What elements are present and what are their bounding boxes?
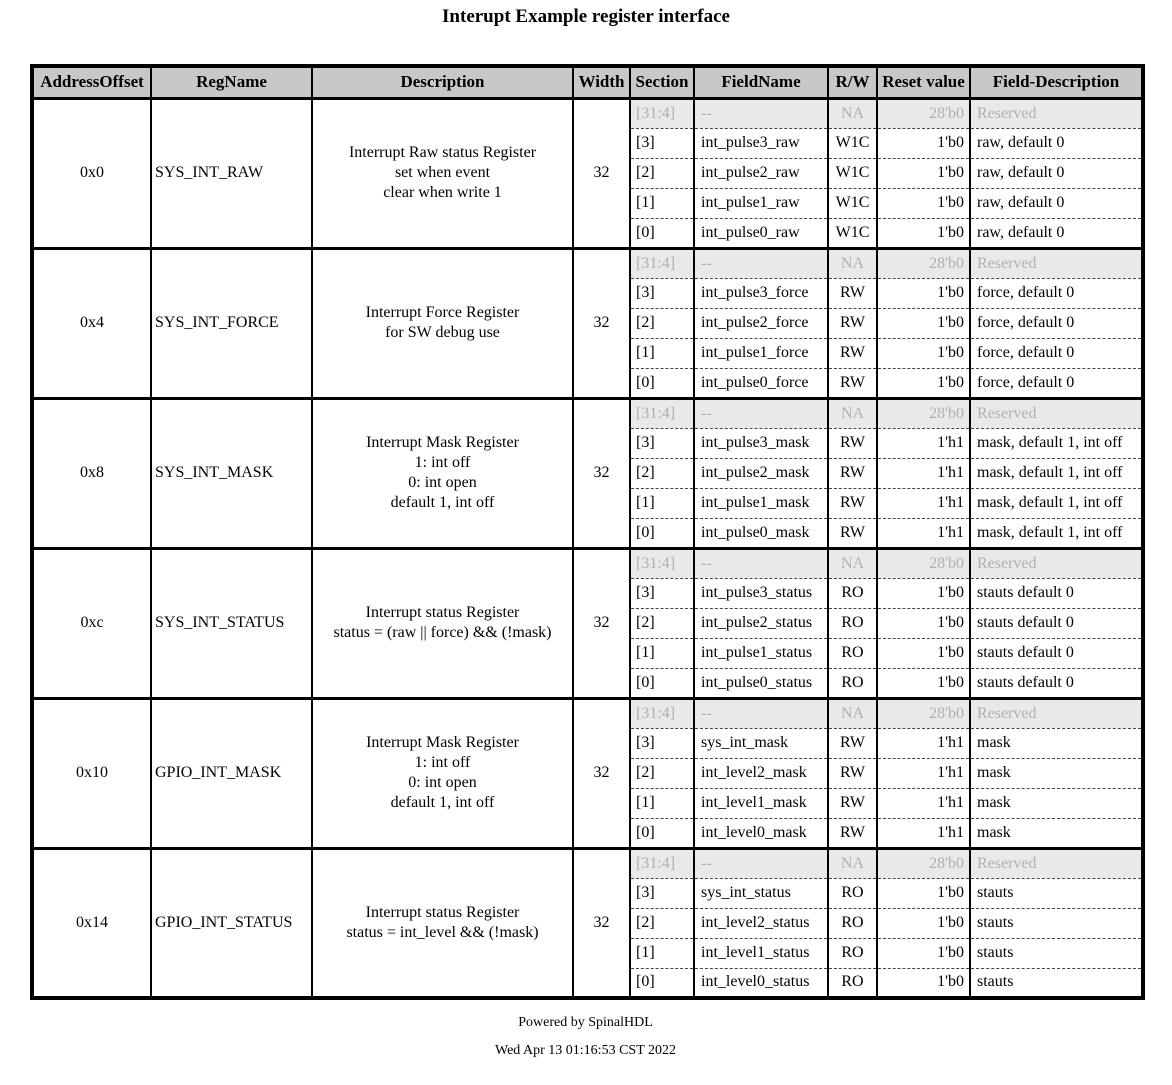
field-section: [31:4] [630,698,694,728]
field-name: int_pulse1_raw [694,188,828,218]
register-description-line: 0: int open [408,474,477,491]
col-header-section: Section [630,66,694,98]
field-reset-value: 1'b0 [877,968,970,998]
field-description: mask [970,788,1143,818]
field-reset-value: 1'b0 [877,218,970,248]
field-reset-value: 1'b0 [877,128,970,158]
field-section: [1] [630,938,694,968]
field-description: Reserved [970,398,1143,428]
register-description-line: status = int_level && (!mask) [346,923,539,941]
field-reset-value: 28'b0 [877,248,970,278]
field-name: int_pulse0_raw [694,218,828,248]
field-reset-value: 1'h1 [877,788,970,818]
field-description: stauts [970,908,1143,938]
field-section: [31:4] [630,848,694,878]
col-header-reset-value: Reset value [877,66,970,98]
register-width: 32 [573,398,630,548]
register-description-line: clear when write 1 [383,184,502,201]
field-description: raw, default 0 [970,218,1143,248]
field-description: raw, default 0 [970,128,1143,158]
field-reset-value: 1'b0 [877,188,970,218]
col-header-field-description: Field-Description [970,66,1143,98]
col-header-reg-name: RegName [151,66,312,98]
field-rw: RW [828,428,877,458]
field-section: [0] [630,968,694,998]
field-name: int_pulse1_status [694,638,828,668]
field-name: int_pulse1_mask [694,488,828,518]
register-description-line: Interrupt Mask Register [366,734,519,751]
field-name: -- [694,848,828,878]
register-description-line: default 1, int off [390,494,495,511]
field-reset-value: 1'h1 [877,428,970,458]
field-rw: NA [828,698,877,728]
field-reset-value: 1'b0 [877,638,970,668]
register-name: SYS_INT_STATUS [151,548,312,698]
field-description: force, default 0 [970,278,1143,308]
field-description: mask [970,818,1143,848]
field-reset-value: 28'b0 [877,98,970,128]
reserved-field-row [32,848,1143,878]
col-header-rw: R/W [828,66,877,98]
register-address-offset: 0x10 [32,698,151,848]
field-rw: NA [828,98,877,128]
register-description [312,248,573,398]
col-header-width: Width [573,66,630,98]
field-reset-value: 1'b0 [877,668,970,698]
field-rw: RO [828,938,877,968]
field-section: [2] [630,158,694,188]
field-name: int_level0_status [694,968,828,998]
reserved-field-row [32,698,1143,728]
field-rw: RO [828,668,877,698]
field-name: -- [694,98,828,128]
register-width: 32 [573,98,630,248]
field-reset-value: 1'b0 [877,338,970,368]
register-address-offset: 0x4 [32,248,151,398]
reserved-field-row [32,398,1143,428]
field-description: stauts [970,968,1143,998]
field-rw: RW [828,338,877,368]
register-description-line: Interrupt Raw status Register [348,144,537,161]
field-section: [1] [630,488,694,518]
field-name: int_level2_mask [694,758,828,788]
field-reset-value: 1'h1 [877,458,970,488]
register-description-line: status = (raw || force) && (!mask) [333,624,552,641]
field-rw: RO [828,608,877,638]
register-description [312,398,573,548]
field-section: [31:4] [630,398,694,428]
register-description-line: default 1, int off [390,794,495,811]
field-rw: NA [828,248,877,278]
field-section: [31:4] [630,98,694,128]
field-rw: NA [828,848,877,878]
register-description-line: 0: int open [408,774,477,791]
field-name: int_level1_status [694,938,828,968]
col-header-description: Description [312,66,573,98]
field-name: int_pulse0_status [694,668,828,698]
field-name: -- [694,548,828,578]
register-address-offset: 0x14 [32,848,151,998]
field-section: [0] [630,668,694,698]
field-description: Reserved [970,98,1143,128]
field-rw: RO [828,878,877,908]
field-reset-value: 28'b0 [877,548,970,578]
field-description: stauts [970,878,1143,908]
field-section: [0] [630,818,694,848]
field-section: [1] [630,338,694,368]
field-name: int_pulse2_mask [694,458,828,488]
field-name: int_pulse2_status [694,608,828,638]
generated-timestamp: Wed Apr 13 01:16:53 CST 2022 [494,1043,676,1058]
field-name: int_level1_mask [694,788,828,818]
field-section: [3] [630,128,694,158]
register-description-line: 1: int off [414,454,471,471]
field-name: int_pulse3_raw [694,128,828,158]
field-description: raw, default 0 [970,158,1143,188]
field-section: [2] [630,908,694,938]
field-rw: RW [828,308,877,338]
field-rw: W1C [828,188,877,218]
register-name: GPIO_INT_STATUS [151,848,312,998]
field-rw: RW [828,278,877,308]
field-name: int_pulse0_force [694,368,828,398]
field-name: sys_int_status [694,878,828,908]
field-section: [1] [630,188,694,218]
field-reset-value: 1'b0 [877,578,970,608]
field-rw: RO [828,908,877,938]
register-description-line: for SW debug use [385,324,500,341]
field-description: mask, default 1, int off [970,518,1143,548]
register-width: 32 [573,548,630,698]
register-description [312,98,573,248]
field-section: [3] [630,428,694,458]
field-rw: RW [828,818,877,848]
field-rw: NA [828,398,877,428]
field-reset-value: 28'b0 [877,848,970,878]
register-description-line: 1: int off [414,754,471,771]
field-section: [2] [630,758,694,788]
field-section: [0] [630,218,694,248]
field-section: [3] [630,728,694,758]
page-title: Interupt Example register interface [442,6,730,27]
field-description: Reserved [970,248,1143,278]
field-name: int_pulse3_status [694,578,828,608]
field-section: [31:4] [630,248,694,278]
register-description-line: Interrupt status Register [365,903,520,921]
col-header-field-name: FieldName [694,66,828,98]
reserved-field-row [32,98,1143,128]
register-address-offset: 0x8 [32,398,151,548]
field-reset-value: 1'b0 [877,368,970,398]
field-reset-value: 1'b0 [877,278,970,308]
field-rw: RW [828,788,877,818]
field-reset-value: 1'h1 [877,818,970,848]
field-rw: RW [828,458,877,488]
field-rw: W1C [828,128,877,158]
field-section: [1] [630,638,694,668]
field-section: [3] [630,278,694,308]
field-reset-value: 1'b0 [877,158,970,188]
field-section: [31:4] [630,548,694,578]
field-reset-value: 1'b0 [877,608,970,638]
field-reset-value: 1'h1 [877,488,970,518]
field-name: int_pulse2_raw [694,158,828,188]
register-description-line: Interrupt status Register [365,604,520,621]
field-name: -- [694,398,828,428]
field-reset-value: 1'h1 [877,728,970,758]
field-name: int_pulse3_force [694,278,828,308]
register-description [312,548,573,698]
field-rw: RW [828,488,877,518]
field-description: stauts default 0 [970,668,1143,698]
field-reset-value: 1'b0 [877,308,970,338]
field-description: stauts default 0 [970,638,1143,668]
register-description-line: set when event [394,164,491,181]
register-description [312,698,573,848]
field-description: stauts [970,938,1143,968]
field-rw: NA [828,548,877,578]
field-description: Reserved [970,698,1143,728]
field-name: int_pulse0_mask [694,518,828,548]
register-description [312,848,573,998]
field-rw: W1C [828,218,877,248]
col-header-address-offset: AddressOffset [32,66,151,98]
field-name: int_level0_mask [694,818,828,848]
register-name: GPIO_INT_MASK [151,698,312,848]
field-rw: RW [828,368,877,398]
field-section: [3] [630,578,694,608]
field-section: [3] [630,878,694,908]
field-description: Reserved [970,848,1143,878]
field-rw: W1C [828,158,877,188]
field-description: mask [970,758,1143,788]
reserved-field-row [32,548,1143,578]
field-reset-value: 28'b0 [877,698,970,728]
register-address-offset: 0x0 [32,98,151,248]
field-description: force, default 0 [970,308,1143,338]
field-description: mask, default 1, int off [970,428,1143,458]
field-name: int_pulse3_mask [694,428,828,458]
field-name: sys_int_mask [694,728,828,758]
field-section: [0] [630,518,694,548]
register-description-line: Interrupt Force Register [365,304,520,321]
register-width: 32 [573,698,630,848]
register-interface-table [30,64,1145,1000]
field-reset-value: 28'b0 [877,398,970,428]
header-row [32,66,1143,98]
field-reset-value: 1'h1 [877,758,970,788]
field-reset-value: 1'b0 [877,908,970,938]
field-description: force, default 0 [970,368,1143,398]
field-rw: RW [828,728,877,758]
register-width: 32 [573,248,630,398]
powered-by-text: Powered by SpinalHDL [518,1015,653,1030]
field-reset-value: 1'h1 [877,518,970,548]
field-rw: RO [828,968,877,998]
register-address-offset: 0xc [32,548,151,698]
field-rw: RO [828,578,877,608]
field-description: stauts default 0 [970,608,1143,638]
register-name: SYS_INT_MASK [151,398,312,548]
register-name: SYS_INT_RAW [151,98,312,248]
field-reset-value: 1'b0 [877,878,970,908]
field-name: int_pulse2_force [694,308,828,338]
field-section: [2] [630,608,694,638]
field-name: int_pulse1_force [694,338,828,368]
register-name: SYS_INT_FORCE [151,248,312,398]
field-description: mask, default 1, int off [970,458,1143,488]
field-description: raw, default 0 [970,188,1143,218]
field-rw: RW [828,518,877,548]
field-description: mask, default 1, int off [970,488,1143,518]
field-section: [0] [630,368,694,398]
register-description-line: Interrupt Mask Register [366,434,519,451]
field-name: -- [694,698,828,728]
field-name: -- [694,248,828,278]
field-section: [2] [630,308,694,338]
field-description: Reserved [970,548,1143,578]
field-rw: RO [828,638,877,668]
register-width: 32 [573,848,630,998]
field-description: stauts default 0 [970,578,1143,608]
field-reset-value: 1'b0 [877,938,970,968]
field-section: [2] [630,458,694,488]
reserved-field-row [32,248,1143,278]
field-name: int_level2_status [694,908,828,938]
field-section: [1] [630,788,694,818]
footer [30,1015,1141,1059]
field-description: mask [970,728,1143,758]
field-description: force, default 0 [970,338,1143,368]
field-rw: RW [828,758,877,788]
